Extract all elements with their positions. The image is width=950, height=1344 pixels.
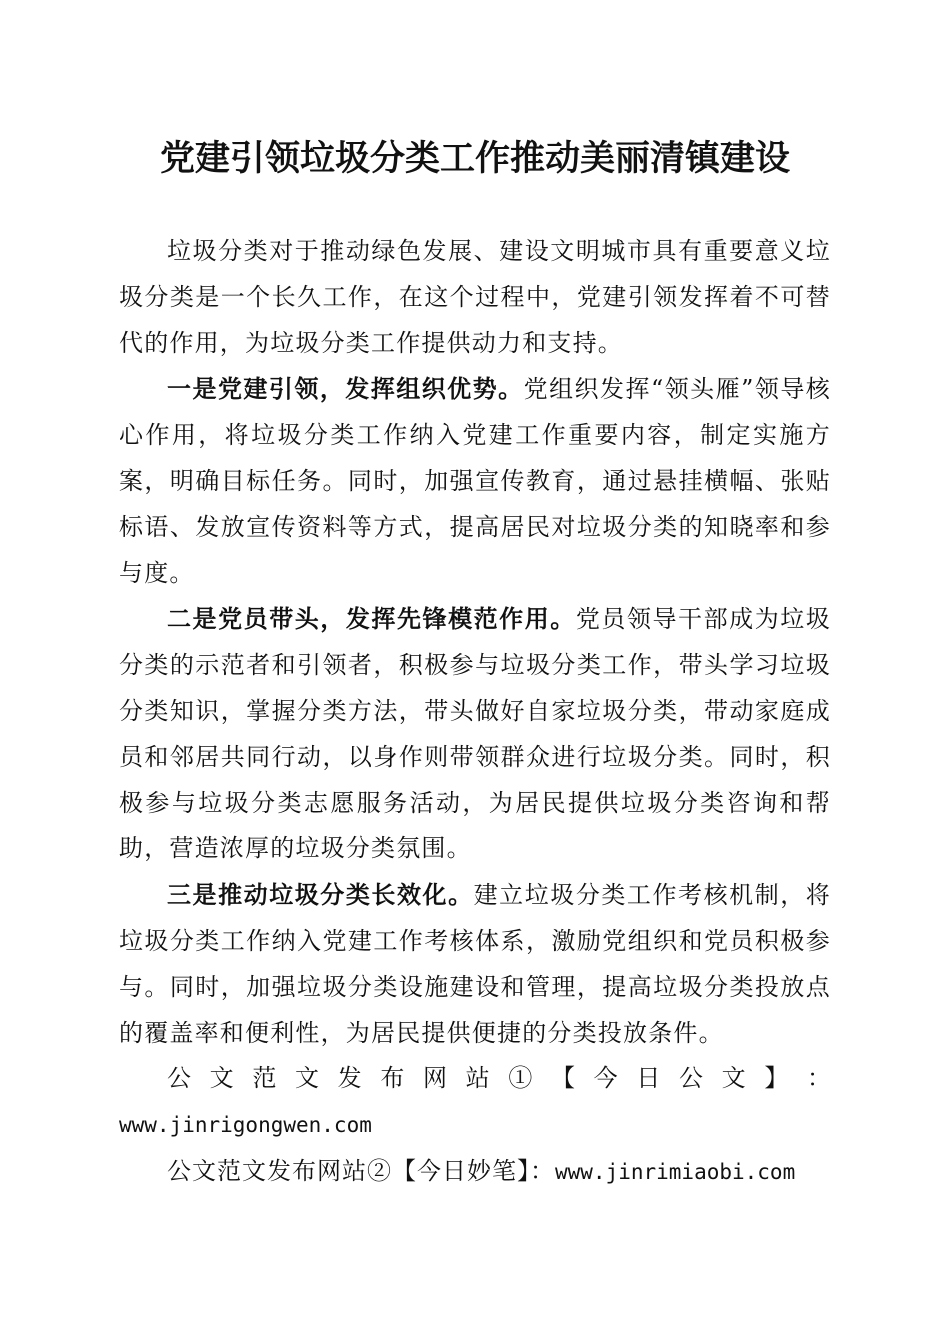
document-body: [119, 229, 831, 1196]
point-text-1: 党组织发挥“领头雁”领导核心作用，将垃圾分类工作纳入党建工作重要内容，制定实施方案，明确目标任务。同时，加强宣传教育，通过悬挂横幅、张贴标语、发放宣传资料等方式，提高居民对垃圾分类的知晓率和参与度。: [119, 375, 831, 587]
footer-site2-line: [119, 1149, 831, 1196]
footer-site2-label: 公文范文发布网站②【今日妙笔】：: [167, 1156, 555, 1185]
point-lead-2: 二是党员带头，发挥先锋模范作用。: [167, 604, 576, 634]
point-lead-3: 三是推动垃圾分类长效化。: [167, 880, 474, 910]
point-text-3: 建立垃圾分类工作考核机制，将垃圾分类工作纳入党建工作考核体系，激励党组织和党员积极参与。同时，加强垃圾分类设施建设和管理，提高垃圾分类投放点的覆盖率和便利性，为居民提供便捷的分类投放条件。: [119, 881, 831, 1047]
footer-site2-url[interactable]: www.jinrimiaobi.com: [555, 1159, 796, 1184]
document-title: 党建引领垃圾分类工作推动美丽清镇建设: [159, 138, 790, 179]
point-paragraph-3: [119, 872, 831, 1056]
point-paragraph-1: [119, 366, 831, 596]
intro-paragraph: 垃圾分类对于推动绿色发展、建设文明城市具有重要意义垃圾分类是一个长久工作，在这个过程中，党建引领发挥着不可替代的作用，为垃圾分类工作提供动力和支持。: [119, 237, 831, 357]
point-lead-1: 一是党建引领，发挥组织优势。: [167, 374, 524, 404]
footer-site1-url-line: [119, 1102, 831, 1149]
footer-site1-label: 公 文 范 文 发 布 网 站 ① 【 今 日 公 文 】 ：: [167, 1064, 831, 1093]
footer-site1-url[interactable]: www.jinrigongwen.com: [119, 1113, 372, 1138]
point-paragraph-2: [119, 596, 831, 872]
point-text-2: 党员领导干部成为垃圾分类的示范者和引领者，积极参与垃圾分类工作，带头学习垃圾分类知识，掌握分类方法，带头做好自家垃圾分类，带动家庭成员和邻居共同行动，以身作则带领群众进行垃圾分类。同时，积极参与垃圾分类志愿服务活动，为居民提供垃圾分类咨询和帮助，营造浓厚的垃圾分类氛围。: [119, 605, 832, 863]
